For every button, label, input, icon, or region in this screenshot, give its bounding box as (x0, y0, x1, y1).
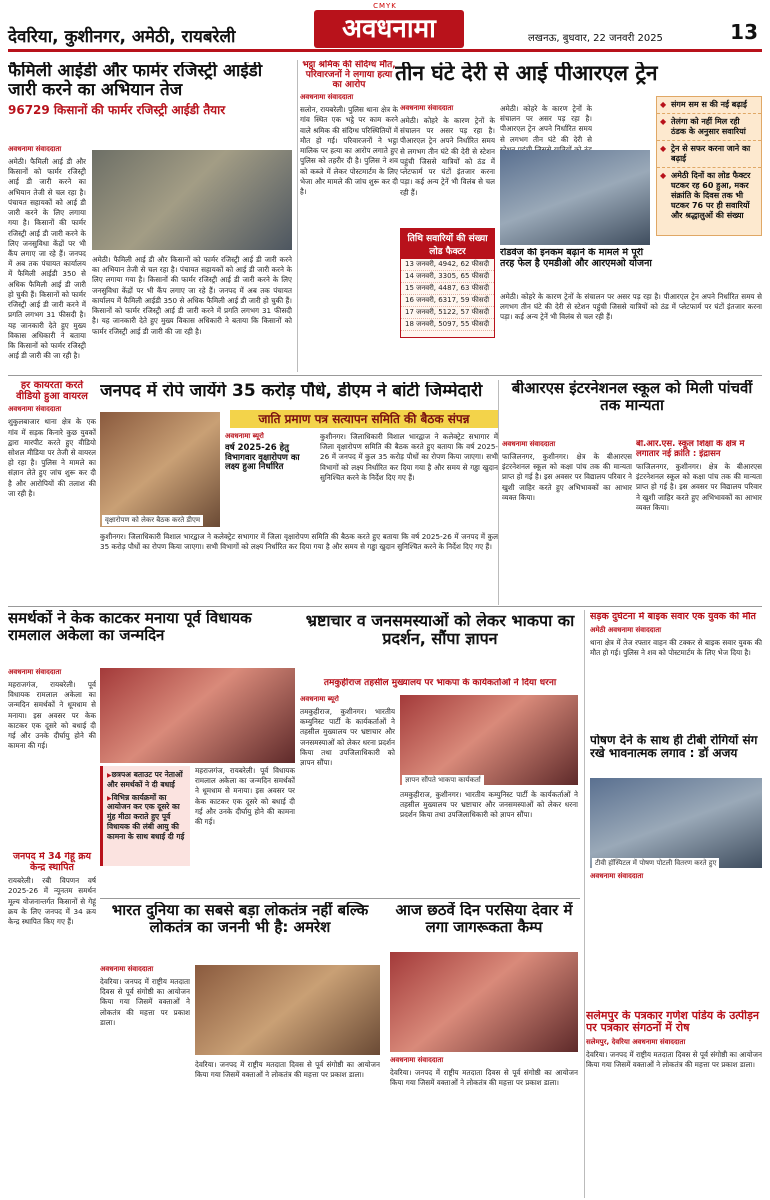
story1-body-cont: अमेठी। फैमिली आई डी और किसानों को फार्मर रजिस्ट्री आई डी जारी करने का अभियान तेजी से चल रहा है। पंचायत सहायकों को आई डी जारी करने के लिए लगाया गया है। किसानों की फार्मर रजिस्ट्री आई डी जारी करने के लिए जनसुविधा केंद्रों पर भी कैंप लगाए जा रहे हैं। जनपद में अब तक पंचायत कार्यालय में फैमिली आईडी 350 से अधिक फैमिली आई डी जारी हो चुकी हैं। किसानों को फार्मर रजिस्ट्री आई डी जारी करने में प्रगति लगभग 31 फीसदी है। यह जानकारी देते हुए मुख्य विकास अधिकारी ने बताया कि किसानों को फार्मर रजिस्ट्री आई डी जारी की जा रही है। (92, 255, 292, 336)
story11-column (100, 965, 190, 1195)
story1-continued (92, 255, 292, 370)
highlight-item: ◆ संगम सम स की नई बढ़ाई (657, 97, 761, 114)
story4 (8, 380, 96, 510)
story6-sub: बी.आर.एस. स्कूल शिक्षा के क्षेत्र में लगातार नई क्रांति : इंद्रासन (636, 440, 745, 459)
story5-body-tail: कुशीनगर। जिलाधिकारी विशाल भारद्वाज ने कलेक्ट्रेट सभागार में जिला वृक्षारोपण समिति की बैठक करते हुए बताया कि वर्ष 2025-26 में जनपद में कुल 35 करोड़ पौधों का रोपण किया जाएगा। सभी विभागों को लक्ष्य निर्धारित कर दिया गया है और समय से गड्ढा खुदान सुनिश्चित करने के निर्देश दिए गए हैं। (100, 532, 498, 552)
story5-photo-caption: वृक्षारोपण को लेकर बैठक करते डीएम (102, 515, 203, 526)
story8-body: तमकुहीराज, कुशीनगर। भारतीय कम्युनिस्ट पार्टी के कार्यकर्ताओं ने तहसील मुख्यालय पर भ्रष्टाचार और जनसमस्याओं को लेकर धरना प्रदर्शन किया तथा उपजिलाधिकारी को ज्ञापन सौंपा। (300, 707, 395, 768)
story11-photo (195, 965, 380, 1055)
story3-body-tail: अमेठी। कोहरे के कारण ट्रेनों के संचालन पर असर पड़ रहा है। पीआरएल ट्रेन अपने निर्धारित समय से लगभग तीन घंटे की देरी से स्टेशन पहुंची जिससे यात्रियों को ठंड में प्लेटफार्म पर घंटों इंतजार करना पड़ा। कई अन्य ट्रेनें भी विलंब से चल रही हैं। (500, 292, 762, 322)
story14 (586, 1010, 762, 1195)
story12-headline: आज छठवें दिन परसिया देवार में लगा जागरूकता कैम्प (395, 902, 573, 936)
story4-headline: हर कायरता करते वीडियो हुआ वायरल (16, 380, 88, 403)
story11-body: देवरिया। जनपद में राष्ट्रीय मतदाता दिवस से पूर्व संगोष्ठी का आयोजन किया गया जिसमें वक्ताओं ने लोकतंत्र की महत्ता पर प्रकाश डाला। (100, 977, 190, 1027)
story3-highlights (656, 96, 762, 236)
story6-column-2 (636, 440, 762, 605)
highlight-item: ◆ ट्रेन से सफर करना जाने का बढ़ाई (657, 141, 761, 168)
story4-byline: अवधनामा संवाददाता (8, 405, 62, 414)
story1-body: अमेठी। फैमिली आई डी और किसानों को फार्मर रजिस्ट्री आई डी जारी करने का अभियान तेजी से चल रहा है। पंचायत सहायकों को आई डी जारी करने के लिए लगाया गया है। किसानों की फार्मर रजिस्ट्री आई डी जारी करने के लिए जनसुविधा केंद्रों पर भी कैंप लगाए जा रहे हैं। जनपद में अब तक पंचायत कार्यालय में फैमिली आईडी 350 से अधिक फैमिली आई डी जारी हो चुकी हैं। किसानों को फार्मर रजिस्ट्री आई डी जारी करने में प्रगति लगभग 31 फीसदी है। यह जानकारी देते हुए मुख्य विकास अधिकारी ने बताया कि किसानों को फार्मर रजिस्ट्री आई डी जारी की जा रही है। (8, 157, 86, 361)
column-rule (498, 380, 499, 605)
story3-photo (500, 150, 650, 245)
story8-column (300, 695, 395, 895)
table-row: 17 जनवरी, 5122, 57 फीसदी (401, 307, 494, 319)
story10-header (590, 734, 762, 774)
story3-body: अमेठी। कोहरे के कारण ट्रेनों के संचालन पर असर पड़ रहा है। पीआरएल ट्रेन अपने निर्धारित समय से लगभग तीन घंटे की देरी से स्टेशन पहुंची जिससे यात्रियों को ठंड में प्लेटफार्म पर घंटों इंतजार करना पड़ा। कई अन्य ट्रेनें भी विलंब से चल रही हैं। (400, 116, 495, 197)
story7-byline: अवधनामा संवाददाता (8, 668, 62, 676)
story10-byline-wrap (590, 872, 762, 952)
story11-byline: अवधनामा संवाददाता (100, 965, 154, 973)
highlight-item: ◆ तेलंगा को नहीं मिल रही ठंडक के अनुसार सवारियां (657, 114, 761, 141)
story5-body: कुशीनगर। जिलाधिकारी विशाल भारद्वाज ने कलेक्ट्रेट सभागार में जिला वृक्षारोपण समिति की बैठक करते हुए बताया कि वर्ष 2025-26 में जनपद में कुल 35 करोड़ पौधों का रोपण किया जाएगा। सभी विभागों को लक्ष्य निर्धारित कर दिया गया है और समय से गड्ढा खुदान सुनिश्चित करने के निर्देश दिए गए हैं। (320, 432, 498, 482)
table-title: तिथि सवारियों की संख्या लोड फैक्टर (401, 229, 494, 259)
story8-body-2: तमकुहीराज, कुशीनगर। भारतीय कम्युनिस्ट पार्टी के कार्यकर्ताओं ने तहसील मुख्यालय पर भ्रष्टाचार और जनसमस्याओं को लेकर धरना प्रदर्शन किया तथा उपजिलाधिकारी को ज्ञापन सौंपा। (400, 790, 578, 820)
story14-headline: सलेमपुर के पत्रकार गणेश पांडेय के उत्पीड़न पर पत्रकार संगठनों में रोष (586, 1010, 759, 1035)
story8-subhead: तमकुहीराज तहसील मुख्यालय पर भाकपा के कार्यकर्ताओं ने दिया धरना (323, 678, 557, 688)
story1-column (8, 145, 86, 370)
divider (100, 898, 580, 899)
table-row: 16 जनवरी, 6317, 59 फीसदी (401, 295, 494, 307)
table-row: 13 जनवरी, 4942, 62 फीसदी (401, 259, 494, 271)
story2-body: सलोन, रायबरेली। पुलिस थाना क्षेत्र के गांव स्थित एक भट्ठे पर काम करने वाले श्रमिक की संदिग्ध परिस्थितियों में मौत हो गई। परिवारजनों ने भट्ठा मालिक पर हत्या का आरोप लगाते हुए पुलिस को तहरीर दी है। पुलिस ने शव को कब्जे में लेकर पोस्टमार्टम के लिए भेजा और मामले की जांच शुरू कर दी है। (300, 105, 398, 196)
story8-subheader (300, 678, 580, 692)
story7-headline: समर्थकों ने केक काटकर मनाया पूर्व विधायक रामलाल अकेला का जन्मदिन (8, 610, 252, 644)
story2 (300, 60, 398, 370)
story10-headline: पोषण देने के साथ ही टीबी रोगियों संग रखे भावनात्मक लगाव : डॉ अजय (590, 734, 758, 761)
story11-headline: भारत दुनिया का सबसे बड़ा लोकतंत्र नहीं बल्कि लोकतंत्र का जननी भी है: अमरेश (111, 902, 369, 936)
table-row: 18 जनवरी, 5097, 55 फीसदी (401, 319, 494, 331)
story5-header (100, 382, 495, 406)
story11-column-2 (195, 1060, 380, 1195)
story6-body-2: फाजिलनगर, कुशीनगर। क्षेत्र के बीआरएस इंटरनेशनल स्कूल को कक्षा पांच तक की मान्यता प्राप्त हो गई है। इस अवसर पर विद्यालय परिवार ने खुशी जाहिर करते हुए अभिभावकों का आभार व्यक्त किया। (636, 462, 762, 512)
story3-header (395, 62, 680, 98)
story8-photo-caption: ज्ञापन सौंपते भाकपा कार्यकर्ता (402, 775, 484, 786)
story3-headline: तीन घंटे देरी से आई पीआरएल ट्रेन (395, 62, 658, 85)
story7-body: महराजगंज, रायबरेली। पूर्व विधायक रामलाल अकेला का जन्मदिन समर्थकों ने धूमधाम से मनाया। इस अवसर पर केक काटकर एक दूसरे को बधाई दी गई और उनके दीर्घायु होने की कामना की गई। (8, 680, 96, 751)
story13-body: रायबरेली। रबी विपणन वर्ष 2025-26 में न्यूनतम समर्थन मूल्य योजनान्तर्गत किसानों से गेहूं क्रय के लिए जनपद में 34 क्रय केन्द्र स्थापित किए गए हैं। (8, 876, 96, 927)
table-row: 15 जनवरी, 4487, 63 फीसदी (401, 283, 494, 295)
story11-body-2: देवरिया। जनपद में राष्ट्रीय मतदाता दिवस से पूर्व संगोष्ठी का आयोजन किया गया जिसमें वक्ताओं ने लोकतंत्र की महत्ता पर प्रकाश डाला। (195, 1060, 380, 1080)
story12-column (390, 1056, 578, 1196)
story5-body-col (320, 432, 498, 527)
story7-highlights (100, 766, 190, 866)
story6-byline: अवधनामा संवाददाता (502, 440, 556, 448)
story3-caption (500, 248, 660, 288)
story9-body: थाना क्षेत्र में तेज रफ्तार वाहन की टक्कर से बाइक सवार युवक की मौत हो गई। पुलिस ने शव को पोस्टमार्टम के लिए भेज दिया है। (590, 637, 762, 657)
story1-photo (92, 150, 292, 250)
story3-body-2: अमेठी। कोहरे के कारण ट्रेनों के संचालन पर असर पड़ रहा है। पीआरएल ट्रेन अपने निर्धारित समय से लगभग तीन घंटे की देरी से (500, 104, 592, 144)
story1-header (8, 62, 296, 142)
story3-byline: अवधनामा संवाददाता (400, 104, 454, 112)
story5-side-headline: वर्ष 2025-26 हेतु विभागवार वृक्षारोपण का लक्ष्य हुआ निर्धारित (225, 443, 300, 473)
story6-headline: बीआरएस इंटरनेशनल स्कूल को मिली पांचवीं तक मान्यता (511, 380, 753, 414)
story3-column (400, 104, 495, 224)
page-number: 13 (730, 20, 758, 44)
story7-photo (100, 668, 295, 763)
story10-byline: अवधनामा संवाददाता (590, 872, 644, 880)
story6-header (502, 380, 762, 436)
story6-column (502, 440, 632, 605)
story11-header (100, 902, 380, 962)
story7-header (8, 610, 293, 670)
edition-date: लखनऊ, बुधवार, 22 जनवरी 2025 (528, 33, 663, 44)
story4-body: शुकुलबाजार थाना क्षेत्र के एक गांव में सड़क किनारे कुछ युवकों द्वारा मारपीट करते हुए वीडियो सोशल मीडिया पर तेजी से वायरल हो रहा है। पुलिस ने मामले का संज्ञान लेते हुए जांच शुरू कर दी है और आरोपियों की तलाश की जा रही है। (8, 417, 96, 498)
story7-column (8, 668, 96, 848)
story8-header (300, 612, 580, 676)
story8-headline: भ्रष्टाचार व जनसमस्याओं को लेकर भाकपा का प्रदर्शन, सौंपा ज्ञापन (305, 612, 575, 648)
divider (8, 375, 762, 376)
table-row: 14 जनवरी, 3305, 65 फीसदी (401, 271, 494, 283)
column-rule (297, 60, 298, 372)
story5-subhead: जाति प्रमाण पत्र सत्यापन समिति की बैठक संपन्न (230, 410, 498, 428)
story8-byline: अवधनामा ब्यूरो (300, 695, 339, 703)
divider (8, 606, 762, 607)
story14-byline: सलेमपुर, देवरिया अवधनामा संवाददाता (586, 1037, 686, 1046)
story5-byline: अवधनामा ब्यूरो (225, 432, 264, 440)
highlight-item: ◆ अमेठी दिनों का लोड फैक्टर घटकर रह 60 हुआ, मकर संक्रांति के दिवस तक भी घटकर 76 पर ही सवारियों और श्रद्धालुओं की संख्या (657, 168, 761, 224)
story5-photo (100, 412, 220, 527)
story5-side (225, 432, 315, 532)
story7-body-2: महराजगंज, रायबरेली। पूर्व विधायक रामलाल अकेला का जन्मदिन समर्थकों ने धूमधाम से मनाया। इस अवसर पर केक काटकर एक दूसरे को बधाई दी गई और उनके दीर्घायु होने की कामना की गई। (195, 766, 295, 827)
story1-subhead: 96729 किसानों की फार्मर रजिस्ट्री आईडी तैयार (8, 103, 226, 118)
story8-column-2 (400, 790, 578, 895)
highlight-item: ▶ छत्रपअ बताउट पर नेताओं और समर्थकों ने दी बधाई (107, 770, 186, 790)
story5-headline: जनपद में रोपे जायेंगे 35 करोड़ पौधे, डीएम ने बांटी जिम्मेदारी (100, 382, 483, 401)
story9-headline: सड़क दुर्घटना में बाइक सवार एक युवक की मौत (590, 612, 756, 622)
story1-headline: फैमिली आईडी और फार्मर रजिस्ट्री आईडी जारी करने का अभियान तेज (8, 62, 263, 101)
story2-byline: अवधनामा संवाददाता (300, 93, 354, 102)
story13-headline: जनपद में 34 गेहूं क्रय केन्द्र स्थापित (12, 852, 92, 873)
load-factor-table (400, 228, 495, 338)
story9 (590, 612, 762, 732)
story12-body: देवरिया। जनपद में राष्ट्रीय मतदाता दिवस से पूर्व संगोष्ठी का आयोजन किया गया जिसमें वक्ताओं ने लोकतंत्र की महत्ता पर प्रकाश डाला। (390, 1068, 578, 1088)
story9-byline: अमेठी अवधनामा संवाददाता (590, 625, 662, 634)
highlight-item: ▶ विभिन्न कार्यक्रमों का आयोजन कर एक दूसरे का मुंह मीठा कराते हुए पूर्व विधायक की लंबी आयु की कामना के साथ बधाई दी गई (107, 793, 186, 842)
story12-header (388, 902, 580, 950)
story8-photo (400, 695, 578, 785)
newspaper-logo: अवधनामा (314, 10, 464, 48)
column-rule (584, 610, 585, 1198)
story6-body: फाजिलनगर, कुशीनगर। क्षेत्र के बीआरएस इंटरनेशनल स्कूल को कक्षा पांच तक की मान्यता प्राप्त हो गई है। इस अवसर पर विद्यालय परिवार ने खुशी जाहिर करते हुए अभिभावकों का आभार व्यक्त किया। (502, 452, 632, 502)
story5-tail (100, 532, 498, 602)
story3-tail (500, 292, 762, 372)
story12-byline: अवधनामा संवाददाता (390, 1056, 444, 1064)
cmyk-marker: CMYK (373, 2, 397, 10)
story12-photo (390, 952, 578, 1052)
story1-byline: अवधनामा संवाददाता (8, 145, 62, 153)
story3-photo-caption: रोडवेज की इनकम बढ़ाने के मामले में पूरी तरह फेल है एमडीओ और आरएमओ योजना (500, 248, 652, 269)
edition-title: देवरिया, कुशीनगर, अमेठी, रायबरेली (8, 27, 236, 47)
masthead (8, 10, 762, 52)
story10-photo-caption: टीवी हॉस्पिटल में पोषण पोटली वितरण करते हुए (592, 858, 719, 869)
story14-body: देवरिया। जनपद में राष्ट्रीय मतदाता दिवस से पूर्व संगोष्ठी का आयोजन किया गया जिसमें वक्ताओं ने लोकतंत्र की महत्ता पर प्रकाश डाला। (586, 1049, 762, 1069)
story10-photo (590, 778, 762, 868)
story13 (8, 852, 96, 1007)
story2-headline: भट्ठा श्रमिक की संदिग्ध मौत, परिवारजनों ने लगाया हत्या का आरोप (302, 60, 396, 91)
